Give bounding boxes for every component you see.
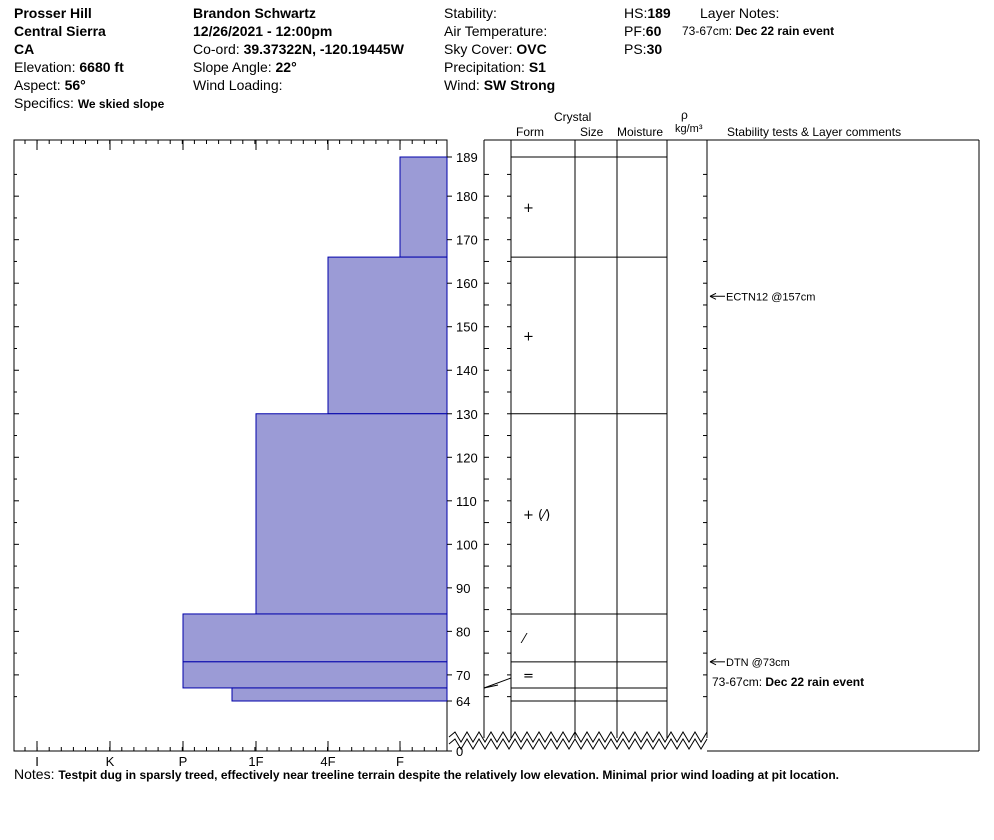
wind-loading-label: Wind Loading: [193, 77, 283, 93]
state: CA [14, 41, 35, 57]
height-tick-label: 189 [456, 150, 478, 165]
crystal-form-symbol: + [523, 201, 534, 217]
height-tick-label: 180 [456, 189, 478, 205]
stability-test-label: ECTN12 @157cm [726, 291, 816, 304]
layer-comment [712, 675, 864, 689]
air-temp-label: Air Temperature: [444, 23, 548, 39]
wind-value: SW Strong [483, 77, 556, 93]
specifics-value: We skied slope [77, 97, 165, 111]
mountain-range: Central Sierra [14, 23, 106, 39]
aspect-value: 56° [64, 77, 86, 93]
specifics-label: Specifics: [14, 95, 74, 111]
height-tick-label: 170 [456, 232, 478, 248]
pf-value: 60 [645, 23, 662, 39]
axis-break-zigzag [449, 732, 707, 742]
rho-column-heading: ρ [681, 108, 688, 122]
height-tick-label: 80 [456, 624, 471, 640]
size-column-heading: Size [580, 125, 604, 139]
height-tick-label: 0 [456, 744, 464, 759]
hardness-bar [400, 157, 447, 257]
axis-break-zigzag [449, 739, 707, 749]
height-tick-label: 120 [456, 450, 478, 466]
density-unit-heading: kg/m³ [675, 123, 703, 135]
coord-value: 39.37322N, -120.19445W [243, 41, 404, 57]
hs-label: HS: [624, 5, 648, 21]
hardness-label: P [178, 754, 188, 769]
hardness-label: I [35, 754, 39, 769]
hardness-bar [328, 257, 447, 414]
precip-label: Precipitation: [444, 59, 525, 75]
wind-label: Wind: [444, 77, 480, 93]
coord-label: Co-ord: [193, 41, 240, 57]
crystal-form-symbol: ⁄ [523, 631, 526, 647]
crystal-form-symbol: = [523, 668, 534, 684]
sky-label: Sky Cover: [444, 41, 513, 57]
sky-value: OVC [516, 41, 547, 57]
layer-comment-range: 73-67cm: [712, 675, 766, 689]
height-tick-label: 64 [456, 694, 471, 709]
notes-label: Notes: [14, 766, 55, 782]
elevation-value: 6680 ft [79, 59, 124, 75]
hardness-bar [183, 662, 447, 688]
stability-label: Stability: [444, 5, 497, 21]
hardness-label: K [105, 754, 115, 769]
stability-column-heading: Stability tests & Layer comments [727, 125, 902, 139]
ps-value: 30 [646, 41, 663, 57]
moisture-column-heading: Moisture [617, 125, 664, 139]
notes-row [14, 766, 839, 782]
elevation-label: Elevation: [14, 59, 76, 75]
crystal-form-symbol: + [523, 329, 534, 345]
stability-test-label: DTN @73cm [726, 656, 790, 669]
precip-value: S1 [528, 59, 546, 75]
hs-value: 189 [647, 5, 671, 21]
hardness-label: F [396, 754, 404, 769]
height-tick-label: 160 [456, 276, 478, 292]
height-tick-label: 130 [456, 406, 478, 422]
crystal-form-symbol: + (⁄) [523, 507, 551, 523]
notes-text: Testpit dug in sparsly treed, effectively near treeline terrain despite the relatively low elevation. Minimal prior wind loading at pit location. [58, 768, 839, 782]
crystal-column-heading: Crystal [554, 110, 592, 124]
form-column-heading: Form [516, 125, 544, 139]
location-name: Prosser Hill [14, 5, 92, 21]
layer-notes-text: Dec 22 rain event [735, 24, 835, 38]
hardness-bar [183, 614, 447, 662]
hardness-bar [232, 688, 447, 701]
observer-name: Brandon Schwartz [193, 5, 316, 21]
height-tick-label: 150 [456, 319, 478, 335]
height-tick-label: 140 [456, 363, 478, 379]
height-tick-label: 70 [456, 667, 471, 683]
pf-label: PF: [624, 23, 646, 39]
hardness-bar [256, 414, 447, 614]
height-tick-label: 90 [456, 580, 471, 596]
observation-datetime: 12/26/2021 - 12:00pm [193, 23, 333, 39]
aspect-label: Aspect: [14, 77, 61, 93]
ps-label: PS: [624, 41, 647, 57]
height-tick-label: 100 [456, 537, 478, 553]
slope-label: Slope Angle: [193, 59, 272, 75]
slope-value: 22° [275, 59, 297, 75]
hardness-label: 4F [320, 754, 336, 769]
height-tick-label: 110 [456, 493, 477, 509]
hardness-label: 1F [248, 754, 264, 769]
layer-comment-text: Dec 22 rain event [765, 675, 865, 689]
layer-notes-range: 73-67cm: [682, 24, 733, 38]
layer-connector [484, 678, 511, 688]
layer-notes-label: Layer Notes: [700, 5, 780, 21]
